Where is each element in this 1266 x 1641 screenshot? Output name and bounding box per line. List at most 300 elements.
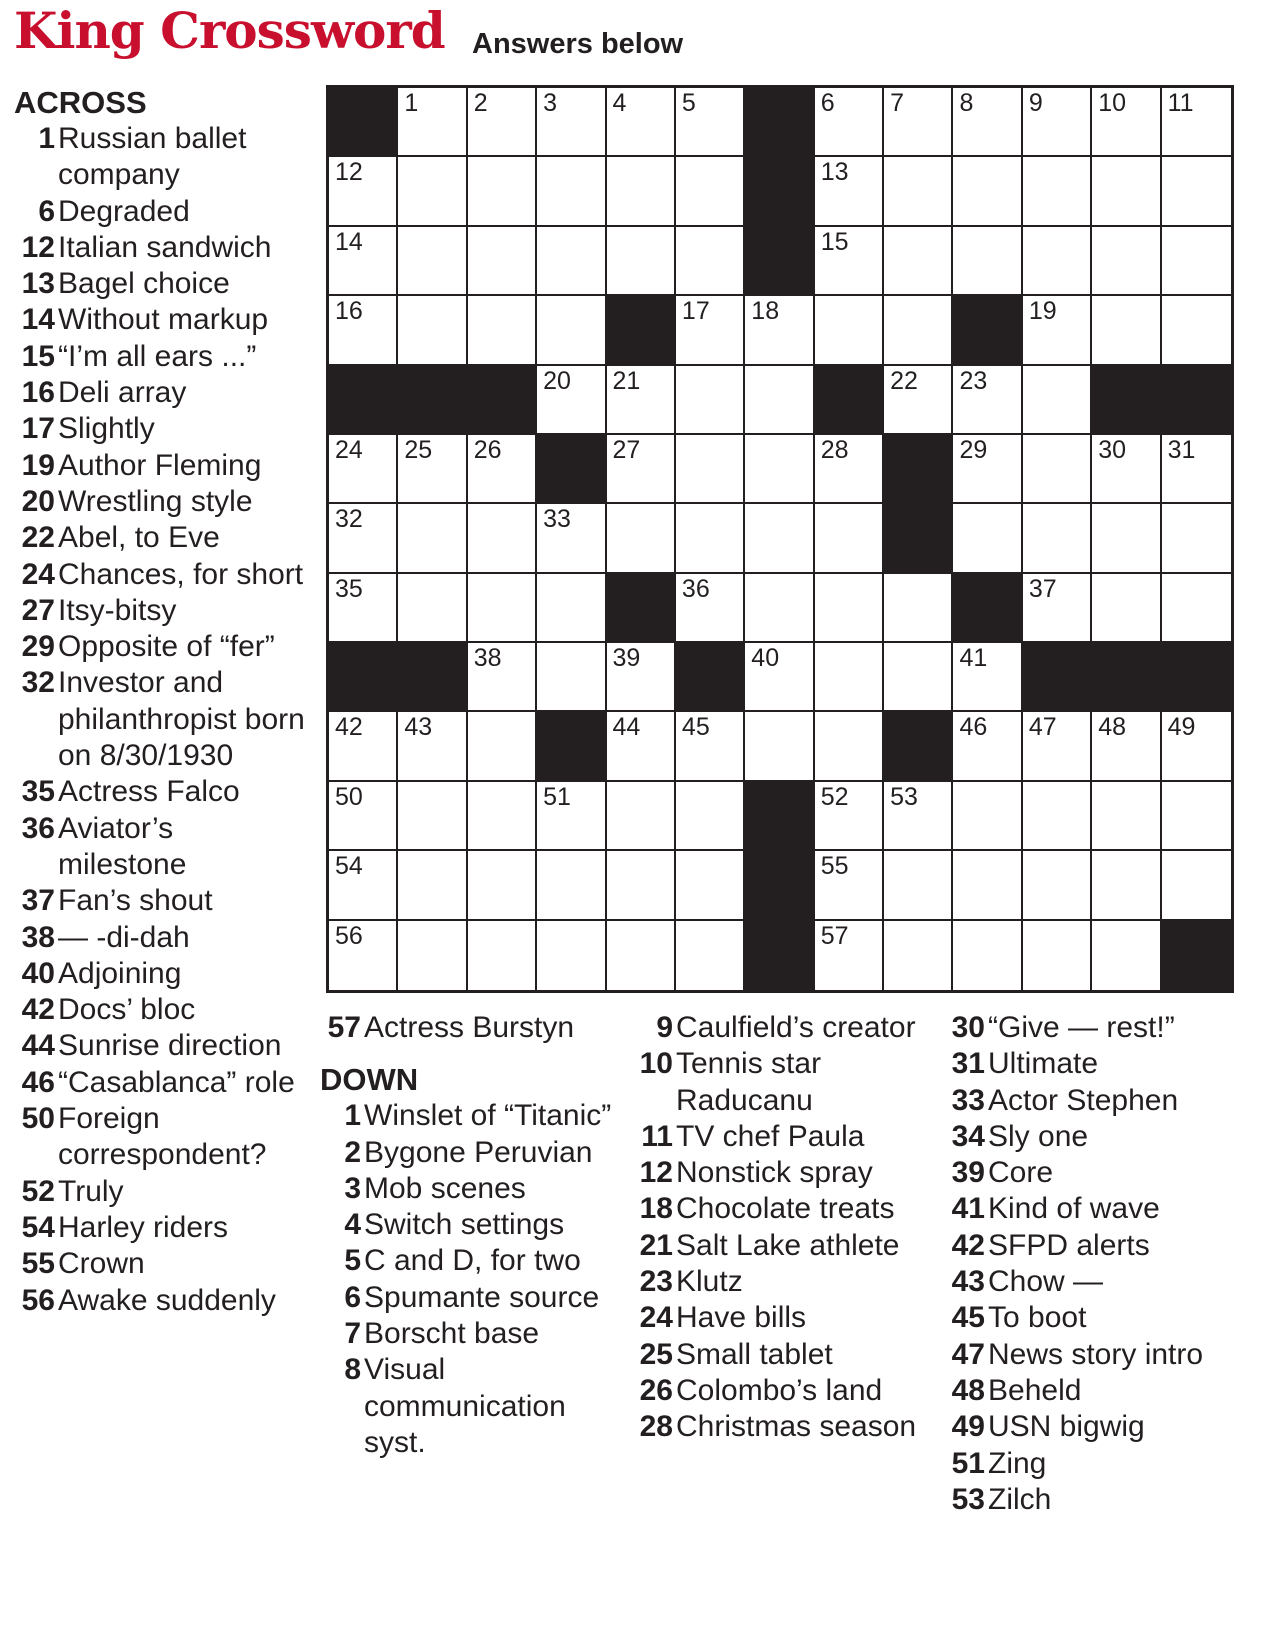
grid-cell[interactable] xyxy=(537,504,606,573)
cell-number: 14 xyxy=(335,227,363,256)
grid-cell[interactable] xyxy=(537,643,606,712)
grid-cell[interactable] xyxy=(537,782,606,851)
across-clue[interactable] xyxy=(14,302,306,338)
down-clue[interactable] xyxy=(944,1482,1244,1518)
across-clue[interactable] xyxy=(14,520,306,556)
across-clue[interactable] xyxy=(14,484,306,520)
across-clue[interactable] xyxy=(14,194,306,230)
grid-cell[interactable] xyxy=(537,921,606,990)
grid-cell[interactable] xyxy=(884,574,953,643)
down-clue[interactable] xyxy=(944,1046,1244,1082)
across-clue[interactable] xyxy=(14,1028,306,1064)
grid-cell[interactable] xyxy=(1092,574,1161,643)
clue-number: 56 xyxy=(21,1283,55,1317)
grid-cell[interactable] xyxy=(745,712,814,781)
clue-number: 9 xyxy=(656,1011,673,1044)
grid-cell[interactable] xyxy=(1023,782,1092,851)
cell-number: 31 xyxy=(1167,435,1196,464)
clue-text: Ultimate xyxy=(988,1047,1099,1081)
grid-cell[interactable] xyxy=(953,88,1022,157)
clue-text: Slightly xyxy=(58,412,155,446)
grid-cell[interactable] xyxy=(953,782,1022,851)
cell-number: 37 xyxy=(1028,574,1057,603)
clue-number: 42 xyxy=(951,1228,985,1262)
grid-cell[interactable] xyxy=(607,921,676,990)
grid-cell[interactable] xyxy=(815,574,884,643)
clue-text: Zing xyxy=(988,1446,1047,1480)
grid-cell[interactable] xyxy=(745,366,814,435)
grid-cell[interactable] xyxy=(815,851,884,920)
cell-number: 17 xyxy=(681,297,710,326)
grid-cell[interactable] xyxy=(607,227,676,296)
grid-block xyxy=(745,227,814,296)
grid-cell[interactable] xyxy=(815,227,884,296)
grid-cell[interactable] xyxy=(1092,504,1161,573)
cell-number: 8 xyxy=(959,89,974,117)
clue-number: 51 xyxy=(951,1446,985,1480)
clue-number: 7 xyxy=(344,1317,361,1351)
across-clue[interactable] xyxy=(320,1010,620,1046)
down-clue[interactable] xyxy=(632,1228,932,1264)
grid-cell[interactable] xyxy=(953,712,1022,781)
grid-cell[interactable] xyxy=(537,157,606,226)
grid-cell[interactable] xyxy=(1162,782,1231,851)
grid-cell[interactable] xyxy=(1092,88,1161,157)
down-clue[interactable] xyxy=(632,1191,932,1227)
grid-cell[interactable] xyxy=(607,643,676,712)
across-clue[interactable] xyxy=(14,1283,306,1319)
across-clue[interactable] xyxy=(14,448,306,484)
clue-number: 6 xyxy=(344,1280,361,1314)
grid-cell[interactable] xyxy=(676,782,745,851)
grid-cell[interactable] xyxy=(398,921,467,990)
grid-cell[interactable] xyxy=(1023,296,1092,365)
grid-cell[interactable] xyxy=(676,574,745,643)
down-clue[interactable] xyxy=(632,1300,932,1336)
grid-cell[interactable] xyxy=(1092,782,1161,851)
across-clue[interactable] xyxy=(14,1065,306,1101)
grid-cell[interactable] xyxy=(953,504,1022,573)
grid-block xyxy=(537,712,606,781)
grid-cell[interactable] xyxy=(884,643,953,712)
clues-column-2 xyxy=(320,1010,620,1461)
grid-cell[interactable] xyxy=(953,227,1022,296)
grid-cell[interactable] xyxy=(329,851,398,920)
grid-cell[interactable] xyxy=(468,157,537,226)
across-clue[interactable] xyxy=(14,1101,306,1174)
down-clue[interactable] xyxy=(632,1046,932,1119)
grid-cell[interactable] xyxy=(398,296,467,365)
grid-cell[interactable] xyxy=(1023,712,1092,781)
clue-number: 39 xyxy=(951,1156,985,1190)
cell-number: 44 xyxy=(612,713,641,742)
clue-text: Caulfield’s creator xyxy=(676,1011,916,1044)
across-clue[interactable] xyxy=(14,956,306,992)
grid-cell[interactable] xyxy=(329,435,398,504)
grid-cell[interactable] xyxy=(1162,574,1231,643)
grid-cell[interactable] xyxy=(1162,227,1231,296)
clue-text: TV chef Paula xyxy=(676,1119,865,1153)
grid-cell[interactable] xyxy=(1023,88,1092,157)
cell-number: 25 xyxy=(404,435,433,464)
grid-cell[interactable] xyxy=(953,921,1022,990)
clue-number: 50 xyxy=(21,1102,55,1136)
grid-cell[interactable] xyxy=(884,851,953,920)
down-clue[interactable] xyxy=(320,1207,620,1243)
down-clue[interactable] xyxy=(632,1010,932,1046)
down-clue[interactable] xyxy=(632,1337,932,1373)
cell-number: 2 xyxy=(473,89,488,117)
down-clue[interactable] xyxy=(632,1373,932,1409)
clue-number: 10 xyxy=(639,1047,673,1081)
clue-text: Degraded xyxy=(58,194,190,228)
across-clue[interactable] xyxy=(14,1174,306,1210)
clue-number: 36 xyxy=(21,811,55,845)
across-clue[interactable] xyxy=(14,920,306,956)
grid-cell[interactable] xyxy=(815,782,884,851)
cell-number: 7 xyxy=(890,89,904,117)
down-clue[interactable] xyxy=(320,1243,620,1279)
grid-cell[interactable] xyxy=(1162,296,1231,365)
grid-cell[interactable] xyxy=(329,296,398,365)
grid-cell[interactable] xyxy=(676,712,745,781)
grid-cell[interactable] xyxy=(1023,851,1092,920)
cell-number: 51 xyxy=(543,782,571,811)
down-clue[interactable] xyxy=(944,1155,1244,1191)
down-clue[interactable] xyxy=(944,1264,1244,1300)
grid-cell[interactable] xyxy=(884,296,953,365)
clue-number: 48 xyxy=(951,1373,985,1407)
grid-cell[interactable] xyxy=(953,157,1022,226)
grid-cell[interactable] xyxy=(884,88,953,157)
grid-cell[interactable] xyxy=(676,851,745,920)
across-clue[interactable] xyxy=(14,593,306,629)
clue-text: Adjoining xyxy=(58,956,182,990)
clue-number: 38 xyxy=(21,920,55,954)
grid-block xyxy=(1162,921,1231,990)
grid-cell[interactable] xyxy=(537,851,606,920)
grid-cell[interactable] xyxy=(398,435,467,504)
across-clue[interactable] xyxy=(14,883,306,919)
grid-block xyxy=(1092,643,1161,712)
grid-cell[interactable] xyxy=(537,227,606,296)
across-clues-column xyxy=(14,85,306,1319)
grid-cell[interactable] xyxy=(329,504,398,573)
cell-number: 33 xyxy=(543,505,571,534)
grid-cell[interactable] xyxy=(329,712,398,781)
grid-cell[interactable] xyxy=(398,782,467,851)
cell-number: 39 xyxy=(612,644,641,673)
cell-number: 22 xyxy=(890,366,918,395)
cell-number: 45 xyxy=(681,713,710,742)
clue-text: Abel, to Eve xyxy=(58,521,220,555)
grid-block xyxy=(884,504,953,573)
grid-cell[interactable] xyxy=(537,296,606,365)
clue-text: Wrestling style xyxy=(58,484,253,518)
across-clue[interactable] xyxy=(14,811,306,884)
clue-text: C and D, for two xyxy=(364,1244,581,1278)
clue-number: 4 xyxy=(344,1208,361,1242)
clue-text: Bygone Peruvian xyxy=(364,1135,593,1169)
grid-cell[interactable] xyxy=(1162,712,1231,781)
clue-text: Klutz xyxy=(676,1265,743,1299)
grid-cell[interactable] xyxy=(537,88,606,157)
grid-cell[interactable] xyxy=(607,366,676,435)
grid-cell[interactable] xyxy=(329,574,398,643)
grid-cell[interactable] xyxy=(398,851,467,920)
clue-number: 54 xyxy=(21,1210,55,1244)
cell-number: 38 xyxy=(473,644,502,673)
down-clue[interactable] xyxy=(944,1228,1244,1264)
across-clue[interactable] xyxy=(14,557,306,593)
grid-cell[interactable] xyxy=(398,574,467,643)
cell-number: 54 xyxy=(335,852,363,881)
grid-cell[interactable] xyxy=(745,574,814,643)
grid-cell[interactable] xyxy=(329,921,398,990)
grid-cell[interactable] xyxy=(676,921,745,990)
grid-cell[interactable] xyxy=(398,227,467,296)
down-clue[interactable] xyxy=(632,1155,932,1191)
clue-text: Visual communication syst. xyxy=(364,1353,566,1459)
grid-cell[interactable] xyxy=(607,435,676,504)
grid-cell[interactable] xyxy=(607,88,676,157)
cell-number: 36 xyxy=(681,574,710,603)
across-clue[interactable] xyxy=(14,411,306,447)
grid-cell[interactable] xyxy=(468,643,537,712)
down-clue[interactable] xyxy=(944,1409,1244,1445)
grid-block xyxy=(398,366,467,435)
grid-cell[interactable] xyxy=(1092,921,1161,990)
grid-cell[interactable] xyxy=(815,643,884,712)
page-title: King Crossword xyxy=(14,1,445,60)
down-clue[interactable] xyxy=(944,1119,1244,1155)
grid-cell[interactable] xyxy=(676,504,745,573)
grid-cell[interactable] xyxy=(676,88,745,157)
page-subtitle: Answers below xyxy=(472,28,684,60)
grid-cell[interactable] xyxy=(745,435,814,504)
clue-text: Harley riders xyxy=(58,1210,229,1244)
down-clue[interactable] xyxy=(320,1098,620,1134)
grid-cell[interactable] xyxy=(607,851,676,920)
grid-cell[interactable] xyxy=(329,782,398,851)
down-clue[interactable] xyxy=(944,1191,1244,1227)
grid-cell[interactable] xyxy=(953,643,1022,712)
grid-block xyxy=(607,296,676,365)
grid-cell[interactable] xyxy=(815,435,884,504)
grid-cell[interactable] xyxy=(398,157,467,226)
grid-cell[interactable] xyxy=(329,227,398,296)
grid-cell[interactable] xyxy=(468,88,537,157)
across-clue[interactable] xyxy=(14,375,306,411)
grid-cell[interactable] xyxy=(1092,227,1161,296)
grid-block xyxy=(884,712,953,781)
grid-cell[interactable] xyxy=(1023,227,1092,296)
grid-cell[interactable] xyxy=(815,157,884,226)
grid-cell[interactable] xyxy=(1023,435,1092,504)
across-clue[interactable] xyxy=(14,774,306,810)
grid-cell[interactable] xyxy=(537,366,606,435)
clue-number: 52 xyxy=(21,1174,55,1208)
cell-number: 30 xyxy=(1098,435,1127,464)
grid-cell[interactable] xyxy=(1023,921,1092,990)
down-clue[interactable] xyxy=(632,1264,932,1300)
grid-cell[interactable] xyxy=(398,88,467,157)
cell-number: 29 xyxy=(959,435,988,464)
clue-text: Core xyxy=(988,1156,1054,1190)
grid-cell[interactable] xyxy=(468,921,537,990)
clue-number: 27 xyxy=(21,593,55,627)
clue-text: “I’m all ears ...” xyxy=(58,339,257,373)
grid-cell[interactable] xyxy=(468,504,537,573)
grid-block xyxy=(1023,643,1092,712)
clue-number: 49 xyxy=(951,1410,985,1444)
cell-number: 26 xyxy=(473,435,502,464)
grid-cell[interactable] xyxy=(329,157,398,226)
cell-number: 21 xyxy=(612,366,641,395)
grid-cell[interactable] xyxy=(1162,851,1231,920)
grid-cell[interactable] xyxy=(1162,435,1231,504)
grid-cell[interactable] xyxy=(676,157,745,226)
cell-number: 3 xyxy=(543,89,558,117)
clue-number: 13 xyxy=(21,267,55,301)
grid-cell[interactable] xyxy=(1162,157,1231,226)
grid-cell[interactable] xyxy=(607,157,676,226)
clue-text: Colombo’s land xyxy=(676,1373,883,1407)
grid-cell[interactable] xyxy=(676,296,745,365)
down-clue[interactable] xyxy=(320,1352,620,1461)
cell-number: 56 xyxy=(335,921,363,950)
grid-cell[interactable] xyxy=(468,435,537,504)
clue-number: 1 xyxy=(38,122,55,155)
grid-cell[interactable] xyxy=(1023,366,1092,435)
across-clue[interactable] xyxy=(14,230,306,266)
grid-cell[interactable] xyxy=(1023,157,1092,226)
grid-cell[interactable] xyxy=(1162,504,1231,573)
cell-number: 24 xyxy=(335,435,363,464)
down-clue[interactable] xyxy=(944,1337,1244,1373)
down-clue[interactable] xyxy=(320,1171,620,1207)
clue-text: Investor and philanthropist born on 8/30/1930 xyxy=(58,666,305,773)
grid-cell[interactable] xyxy=(398,504,467,573)
grid-cell[interactable] xyxy=(468,227,537,296)
clue-number: 55 xyxy=(21,1247,55,1281)
grid-cell[interactable] xyxy=(884,366,953,435)
down-clue[interactable] xyxy=(632,1119,932,1155)
grid-cell[interactable] xyxy=(884,157,953,226)
across-clue[interactable] xyxy=(14,629,306,665)
grid-cell[interactable] xyxy=(815,88,884,157)
grid-cell[interactable] xyxy=(537,574,606,643)
grid-cell[interactable] xyxy=(607,504,676,573)
grid-cell[interactable] xyxy=(884,227,953,296)
clue-number: 47 xyxy=(951,1337,985,1371)
across-clue[interactable] xyxy=(14,1246,306,1282)
down-clue[interactable] xyxy=(320,1316,620,1352)
down-clue[interactable] xyxy=(944,1083,1244,1119)
clue-number: 12 xyxy=(639,1156,673,1190)
across-clue[interactable] xyxy=(14,992,306,1028)
grid-block xyxy=(329,88,398,157)
clue-number: 23 xyxy=(639,1265,673,1299)
across-clue[interactable] xyxy=(14,339,306,375)
grid-cell[interactable] xyxy=(676,227,745,296)
clue-number: 20 xyxy=(21,484,55,518)
clue-number: 18 xyxy=(639,1192,673,1226)
clue-number: 46 xyxy=(21,1065,55,1099)
grid-block xyxy=(884,435,953,504)
grid-cell[interactable] xyxy=(676,435,745,504)
cell-number: 55 xyxy=(820,852,849,881)
clue-number: 14 xyxy=(21,303,55,337)
grid-cell[interactable] xyxy=(1023,574,1092,643)
across-clue[interactable] xyxy=(14,1210,306,1246)
across-clue[interactable] xyxy=(14,266,306,302)
clue-number: 21 xyxy=(639,1228,673,1262)
clue-number: 12 xyxy=(21,230,55,264)
grid-cell[interactable] xyxy=(1162,88,1231,157)
grid-cell[interactable] xyxy=(884,921,953,990)
clue-number: 40 xyxy=(21,956,55,990)
grid-cell[interactable] xyxy=(468,574,537,643)
grid-cell[interactable] xyxy=(607,712,676,781)
across-clue[interactable] xyxy=(14,121,306,194)
down-clue[interactable] xyxy=(944,1300,1244,1336)
cell-number: 15 xyxy=(820,227,849,256)
down-heading: DOWN xyxy=(320,1062,419,1098)
grid-cell[interactable] xyxy=(815,504,884,573)
grid-cell[interactable] xyxy=(815,296,884,365)
cell-number: 5 xyxy=(681,89,696,117)
down-clue[interactable] xyxy=(320,1135,620,1171)
grid-cell[interactable] xyxy=(1092,851,1161,920)
grid-cell[interactable] xyxy=(953,435,1022,504)
grid-cell[interactable] xyxy=(468,296,537,365)
grid-cell[interactable] xyxy=(953,366,1022,435)
grid-cell[interactable] xyxy=(953,851,1022,920)
grid-cell[interactable] xyxy=(745,504,814,573)
crossword-grid[interactable] xyxy=(326,85,1234,993)
down-clue[interactable] xyxy=(944,1446,1244,1482)
grid-cell[interactable] xyxy=(1092,296,1161,365)
grid-cell[interactable] xyxy=(815,712,884,781)
grid-cell[interactable] xyxy=(1023,504,1092,573)
clue-number: 31 xyxy=(951,1047,985,1081)
down-clue[interactable] xyxy=(944,1373,1244,1409)
grid-block xyxy=(537,435,606,504)
grid-cell[interactable] xyxy=(1092,157,1161,226)
grid-cell[interactable] xyxy=(468,712,537,781)
grid-cell[interactable] xyxy=(468,851,537,920)
grid-cell[interactable] xyxy=(468,782,537,851)
grid-cell[interactable] xyxy=(676,366,745,435)
down-clue[interactable] xyxy=(632,1409,932,1445)
grid-cell[interactable] xyxy=(607,782,676,851)
grid-cell[interactable] xyxy=(884,782,953,851)
grid-block xyxy=(1092,366,1161,435)
grid-cell[interactable] xyxy=(1092,435,1161,504)
clue-text: Author Fleming xyxy=(58,448,262,482)
grid-cell[interactable] xyxy=(398,712,467,781)
grid-cell[interactable] xyxy=(745,296,814,365)
cell-number: 4 xyxy=(612,89,627,117)
down-clue[interactable] xyxy=(944,1010,1244,1046)
down-clue[interactable] xyxy=(320,1280,620,1316)
across-clue[interactable] xyxy=(14,665,306,774)
grid-cell[interactable] xyxy=(745,643,814,712)
grid-cell[interactable] xyxy=(815,921,884,990)
cell-number: 53 xyxy=(890,782,918,811)
grid-cell[interactable] xyxy=(1092,712,1161,781)
